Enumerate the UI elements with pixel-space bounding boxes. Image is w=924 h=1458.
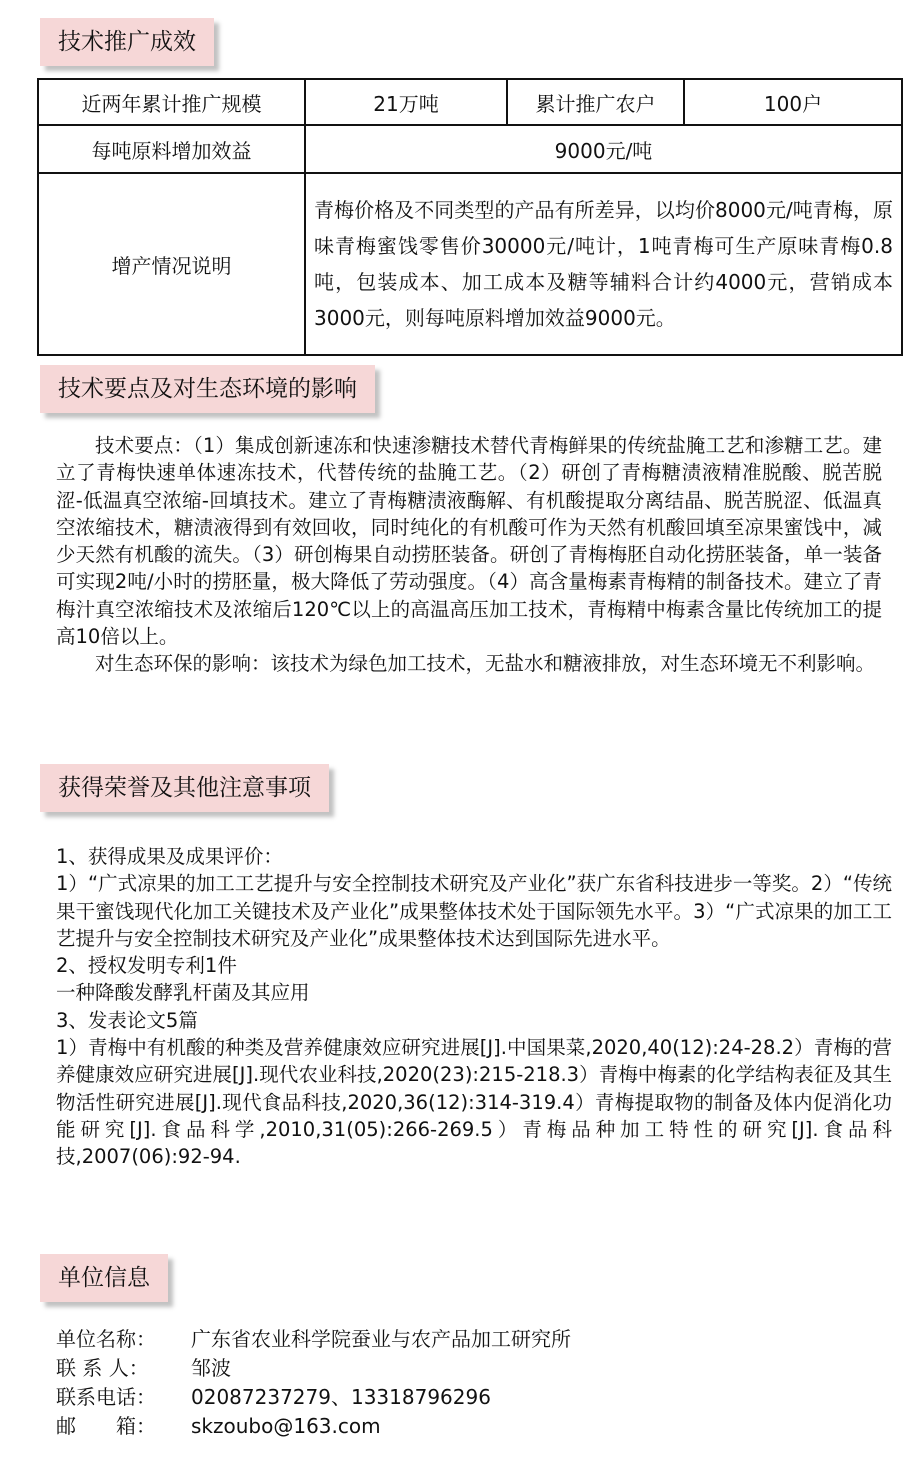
section-title-achievements: 技术推广成效 (40, 18, 214, 66)
honors-line: 3、发表论文5篇 (56, 1008, 198, 1032)
table-cell-description-value: 青梅价格及不同类型的产品有所差异，以均价8000元/吨青梅，原味青梅蜜饯零售价30000元/吨计，1吨青梅可生产原味青梅0.8吨，包装成本、加工成本及糖等辅料合计约4000元，营销成本3000元，则每吨原料增加效益9000元。 (305, 173, 902, 355)
table-cell-description-label: 增产情况说明 (38, 173, 305, 355)
phone-row (56, 1383, 571, 1412)
honors-line: 一种降酸发酵乳杆菌及其应用 (56, 981, 310, 1005)
table-cell-scale-value: 21万吨 (305, 79, 507, 125)
unit-name-row (56, 1325, 571, 1354)
honors-line: 2、授权发明专利1件 (56, 954, 237, 978)
unit-name-label: 单位名称： (56, 1327, 156, 1351)
honors-body (56, 843, 892, 1171)
table-cell-benefit-label: 每吨原料增加效益 (38, 125, 305, 173)
section-title-unit: 单位信息 (40, 1254, 168, 1302)
section-title-honors: 获得荣誉及其他注意事项 (40, 764, 329, 812)
email-label: 邮 箱： (56, 1414, 156, 1438)
contact-person-row (56, 1354, 571, 1383)
email-row (56, 1412, 571, 1441)
table-cell-scale-label: 近两年累计推广规模 (38, 79, 305, 125)
tech-points-body (56, 432, 882, 678)
eco-impact-paragraph: 对生态环保的影响：该技术为绿色加工技术，无盐水和糖液排放，对生态环境无不利影响。 (95, 652, 876, 676)
achievement-table (37, 78, 903, 356)
email-value: skzoubo@163.com (191, 1414, 381, 1438)
section-title-tech-points: 技术要点及对生态环境的影响 (40, 365, 375, 413)
table-cell-farmers-label: 累计推广农户 (507, 79, 684, 125)
table-cell-benefit-value: 9000元/吨 (305, 125, 902, 173)
honors-line: 1）青梅中有机酸的种类及营养健康效应研究进展[J].中国果菜,2020,40(12):24-28.2）青梅的营养健康效应研究进展[J].现代农业科技,2020(23):215-218.3）青梅中梅素的化学结构表征及其生物活性研究进展[J].现代食品科技,2020,36(12):314-319.4）青梅提取物的制备及体内促消化功能研究[J].食品科学,2010,31(05):266-269.5）青梅品种加工特性的研究[J].食品科技,2007(06):92-94. (56, 1036, 892, 1169)
tech-points-paragraph: 技术要点：（1）集成创新速冻和快速渗糖技术替代青梅鲜果的传统盐腌工艺和渗糖工艺。建立了青梅快速单体速冻技术，代替传统的盐腌工艺。（2）研创了青梅糖渍液精准脱酸、脱苦脱涩-低温真空浓缩-回填技术。建立了青梅糖渍液酶解、有机酸提取分离结晶、脱苦脱涩、低温真空浓缩技术，糖渍液得到有效回收，同时纯化的有机酸可作为天然有机酸回填至凉果蜜饯中，减少天然有机酸的流失。（3）研创梅果自动捞胚装备。研创了青梅梅胚自动化捞胚装备，单一装备可实现2吨/小时的捞胚量，极大降低了劳动强度。（4）高含量梅素青梅精的制备技术。建立了青梅汁真空浓缩技术及浓缩后120℃以上的高温高压加工技术，青梅精中梅素含量比传统加工的提高10倍以上。 (56, 434, 882, 649)
phone-value: 02087237279、13318796296 (191, 1385, 491, 1409)
honors-line: 1、获得成果及成果评价： (56, 845, 283, 868)
honors-line: 1）“广式凉果的加工工艺提升与安全控制技术研究及产业化”获广东省科技进步一等奖。2）“传统果干蜜饯现代化加工关键技术及产业化”成果整体技术处于国际领先水平。3）“广式凉果的加工工艺提升与安全控制技术研究及产业化”成果整体技术达到国际先进水平。 (56, 872, 892, 950)
contact-person-value: 邹波 (191, 1356, 231, 1380)
contact-person-label: 联 系 人： (56, 1356, 149, 1380)
phone-label: 联系电话： (56, 1385, 156, 1409)
unit-info (56, 1325, 571, 1441)
unit-name-value: 广东省农业科学院蚕业与农产品加工研究所 (191, 1327, 571, 1351)
table-cell-farmers-value: 100户 (684, 79, 902, 125)
